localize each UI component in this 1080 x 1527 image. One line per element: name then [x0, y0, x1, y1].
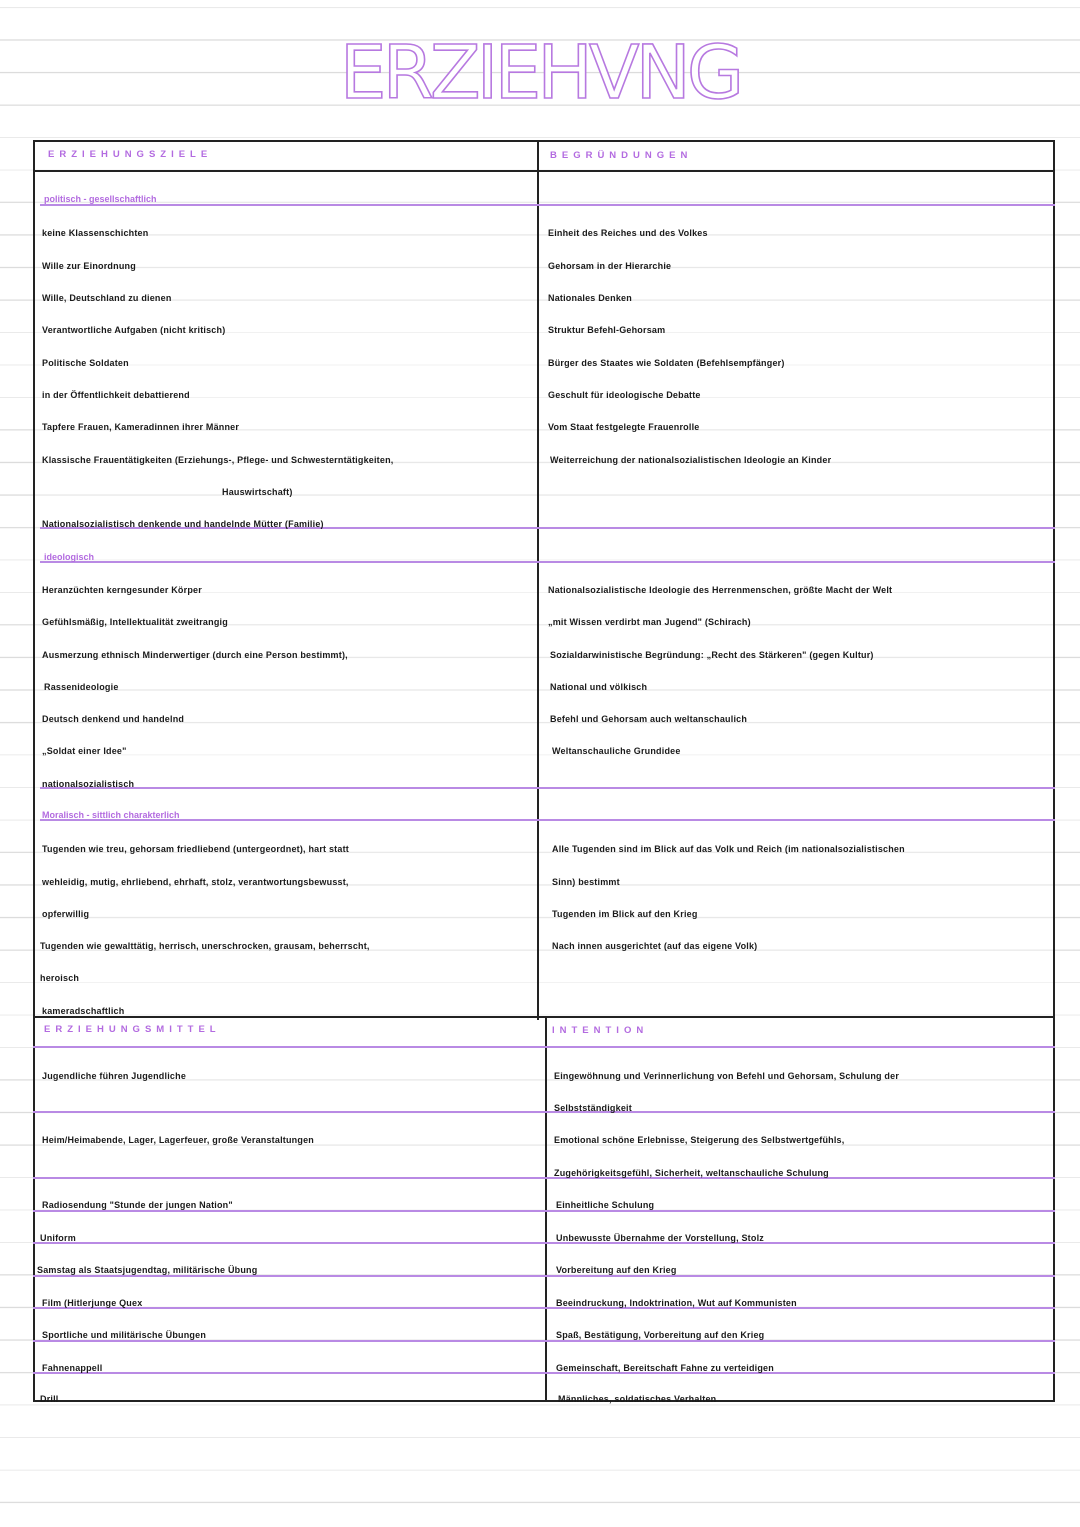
begruendung-cell: Bürger des Staates wie Soldaten (Befehlsempfänger)	[548, 358, 785, 368]
section-politisch: politisch - gesellschaftlich	[44, 194, 157, 204]
intention-cell: Unbewusste Übernahme der Vorstellung, Stolz	[556, 1233, 764, 1243]
begruendung-cell: Einheit des Reiches und des Volkes	[548, 228, 708, 238]
row-line	[33, 1111, 1055, 1113]
ziel-cell: Gefühlsmäßig, Intellektualität zweitrangig	[42, 617, 228, 627]
intention-cell: Beeindruckung, Indoktrination, Wut auf Kommunisten	[556, 1298, 797, 1308]
intention-cell: Selbstständigkeit	[554, 1103, 632, 1113]
mittel-cell: Sportliche und militärische Übungen	[42, 1330, 207, 1340]
ziel-cell: Wille, Deutschland zu dienen	[42, 293, 172, 303]
header-begruendungen: BEGRÜNDUNGEN	[550, 150, 693, 161]
intention-cell: Emotional schöne Erlebnisse, Steigerung des Selbstwertgefühls,	[554, 1135, 845, 1145]
begruendung-cell: Weiterreichung der nationalsozialistischen Ideologie an Kinder	[550, 455, 832, 465]
mittel-cell: Jugendliche führen Jugendliche	[42, 1071, 187, 1081]
mittel-header-top	[33, 1016, 1055, 1018]
ziel-cell: keine Klassenschichten	[42, 228, 149, 238]
intention-cell: Spaß, Bestätigung, Vorbereitung auf den Krieg	[556, 1330, 765, 1340]
intention-cell: Gemeinschaft, Bereitschaft Fahne zu verteidigen	[556, 1363, 774, 1373]
header-intention: INTENTION	[552, 1025, 649, 1036]
header-erziehungsziele: ERZIEHUNGSZIELE	[48, 149, 213, 160]
row-line	[33, 1307, 1055, 1309]
begruendung-cell: „mit Wissen verdirbt man Jugend" (Schirach)	[548, 617, 751, 627]
intention-cell: Einheitliche Schulung	[556, 1200, 655, 1210]
header-divider	[33, 170, 1055, 172]
ziel-cell: Nationalsozialistisch denkende und handelnde Mütter (Familie)	[42, 519, 324, 529]
section-divider	[40, 787, 1055, 789]
ziel-cell: Tapfere Frauen, Kameradinnen ihrer Männer	[42, 422, 240, 432]
header-erziehungsmittel: ERZIEHUNGSMITTEL	[44, 1024, 221, 1035]
intention-cell: Zugehörigkeitsgefühl, Sicherheit, weltanschauliche Schulung	[554, 1168, 829, 1178]
mittel-cell: Radiosendung "Stunde der jungen Nation"	[42, 1200, 233, 1210]
row-line	[33, 1177, 1055, 1179]
intention-cell: Eingewöhnung und Verinnerlichung von Befehl und Gehorsam, Schulung der	[554, 1071, 900, 1081]
ziel-cell: Wille zur Einordnung	[42, 261, 136, 271]
ziel-cell: Heranzüchten kerngesunder Körper	[42, 585, 202, 595]
section-moralisch: Moralisch - sittlich charakterlich	[42, 810, 180, 820]
mittel-header-bottom	[33, 1046, 1055, 1048]
ziel-cell: Politische Soldaten	[42, 358, 129, 368]
begruendung-cell: Tugenden im Blick auf den Krieg	[552, 909, 698, 919]
ziel-cell: heroisch	[40, 973, 80, 983]
ziel-cell: Ausmerzung ethnisch Minderwertiger (durch eine Person bestimmt),	[42, 650, 348, 660]
ziel-cell: Verantwortliche Aufgaben (nicht kritisch)	[42, 325, 226, 335]
begruendung-cell: Befehl und Gehorsam auch weltanschaulich	[550, 714, 748, 724]
begruendung-cell: Weltanschauliche Grundidee	[552, 746, 681, 756]
begruendung-cell: Nationales Denken	[548, 293, 632, 303]
row-line	[33, 1242, 1055, 1244]
page-title: ERZIEHVNG	[339, 30, 741, 116]
ziel-cell: Klassische Frauentätigkeiten (Erziehungs-, Pflege- und Schwesterntätigkeiten,	[42, 455, 394, 465]
intention-cell: Männliches, soldatisches Verhalten	[558, 1394, 717, 1404]
ziel-cell: in der Öffentlichkeit debattierend	[42, 390, 190, 400]
mittel-cell: Drill	[40, 1394, 59, 1404]
begruendung-cell: Alle Tugenden sind im Blick auf das Volk und Reich (im nationalsozialistischen	[552, 844, 905, 854]
ziel-cell: Deutsch denkend und handelnd	[42, 714, 185, 724]
ziel-cell: Tugenden wie gewalttätig, herrisch, unerschrocken, grausam, beherrscht,	[40, 941, 370, 951]
section-ideologisch: ideologisch	[44, 552, 95, 562]
mittel-cell: Fahnenappell	[42, 1363, 103, 1373]
ziel-cell: Tugenden wie treu, gehorsam friedliebend (untergeordnet), hart statt	[42, 844, 349, 854]
column-divider	[537, 140, 539, 1020]
begruendung-cell: Vom Staat festgelegte Frauenrolle	[548, 422, 700, 432]
mittel-cell: Heim/Heimabende, Lager, Lagerfeuer, große Veranstaltungen	[42, 1135, 314, 1145]
mittel-cell: Film (Hitlerjunge Quex	[42, 1298, 143, 1308]
row-line	[33, 1372, 1055, 1374]
begruendung-cell: Sinn) bestimmt	[552, 877, 620, 887]
ziel-cell: nationalsozialistisch	[42, 779, 135, 789]
begruendung-cell: Geschult für ideologische Debatte	[548, 390, 701, 400]
mittel-cell: Uniform	[40, 1233, 76, 1243]
intention-cell: Vorbereitung auf den Krieg	[556, 1265, 677, 1275]
begruendung-cell: Gehorsam in der Hierarchie	[548, 261, 672, 271]
begruendung-cell: National und völkisch	[550, 682, 648, 692]
row-line	[40, 561, 1055, 563]
row-line	[40, 819, 1055, 821]
ziel-cell: Rassenideologie	[44, 682, 119, 692]
ziel-cell: opferwillig	[42, 909, 90, 919]
ziel-cell: kameradschaftlich	[42, 1006, 125, 1016]
begruendung-cell: Sozialdarwinistische Begründung: „Recht des Stärkeren" (gegen Kultur)	[550, 650, 874, 660]
begruendung-cell: Struktur Befehl-Gehorsam	[548, 325, 666, 335]
ziel-cell: Hauswirtschaft)	[222, 487, 293, 497]
row-line	[40, 204, 1055, 206]
ziel-cell: „Soldat einer Idee"	[42, 746, 127, 756]
mittel-cell: Samstag als Staatsjugendtag, militärische Übung	[37, 1265, 258, 1275]
ziel-cell: wehleidig, mutig, ehrliebend, ehrhaft, stolz, verantwortungsbewusst,	[42, 877, 349, 887]
begruendung-cell: Nach innen ausgerichtet (auf das eigene Volk)	[552, 941, 758, 951]
begruendung-cell: Nationalsozialistische Ideologie des Herrenmenschen, größte Macht der Welt	[548, 585, 893, 595]
